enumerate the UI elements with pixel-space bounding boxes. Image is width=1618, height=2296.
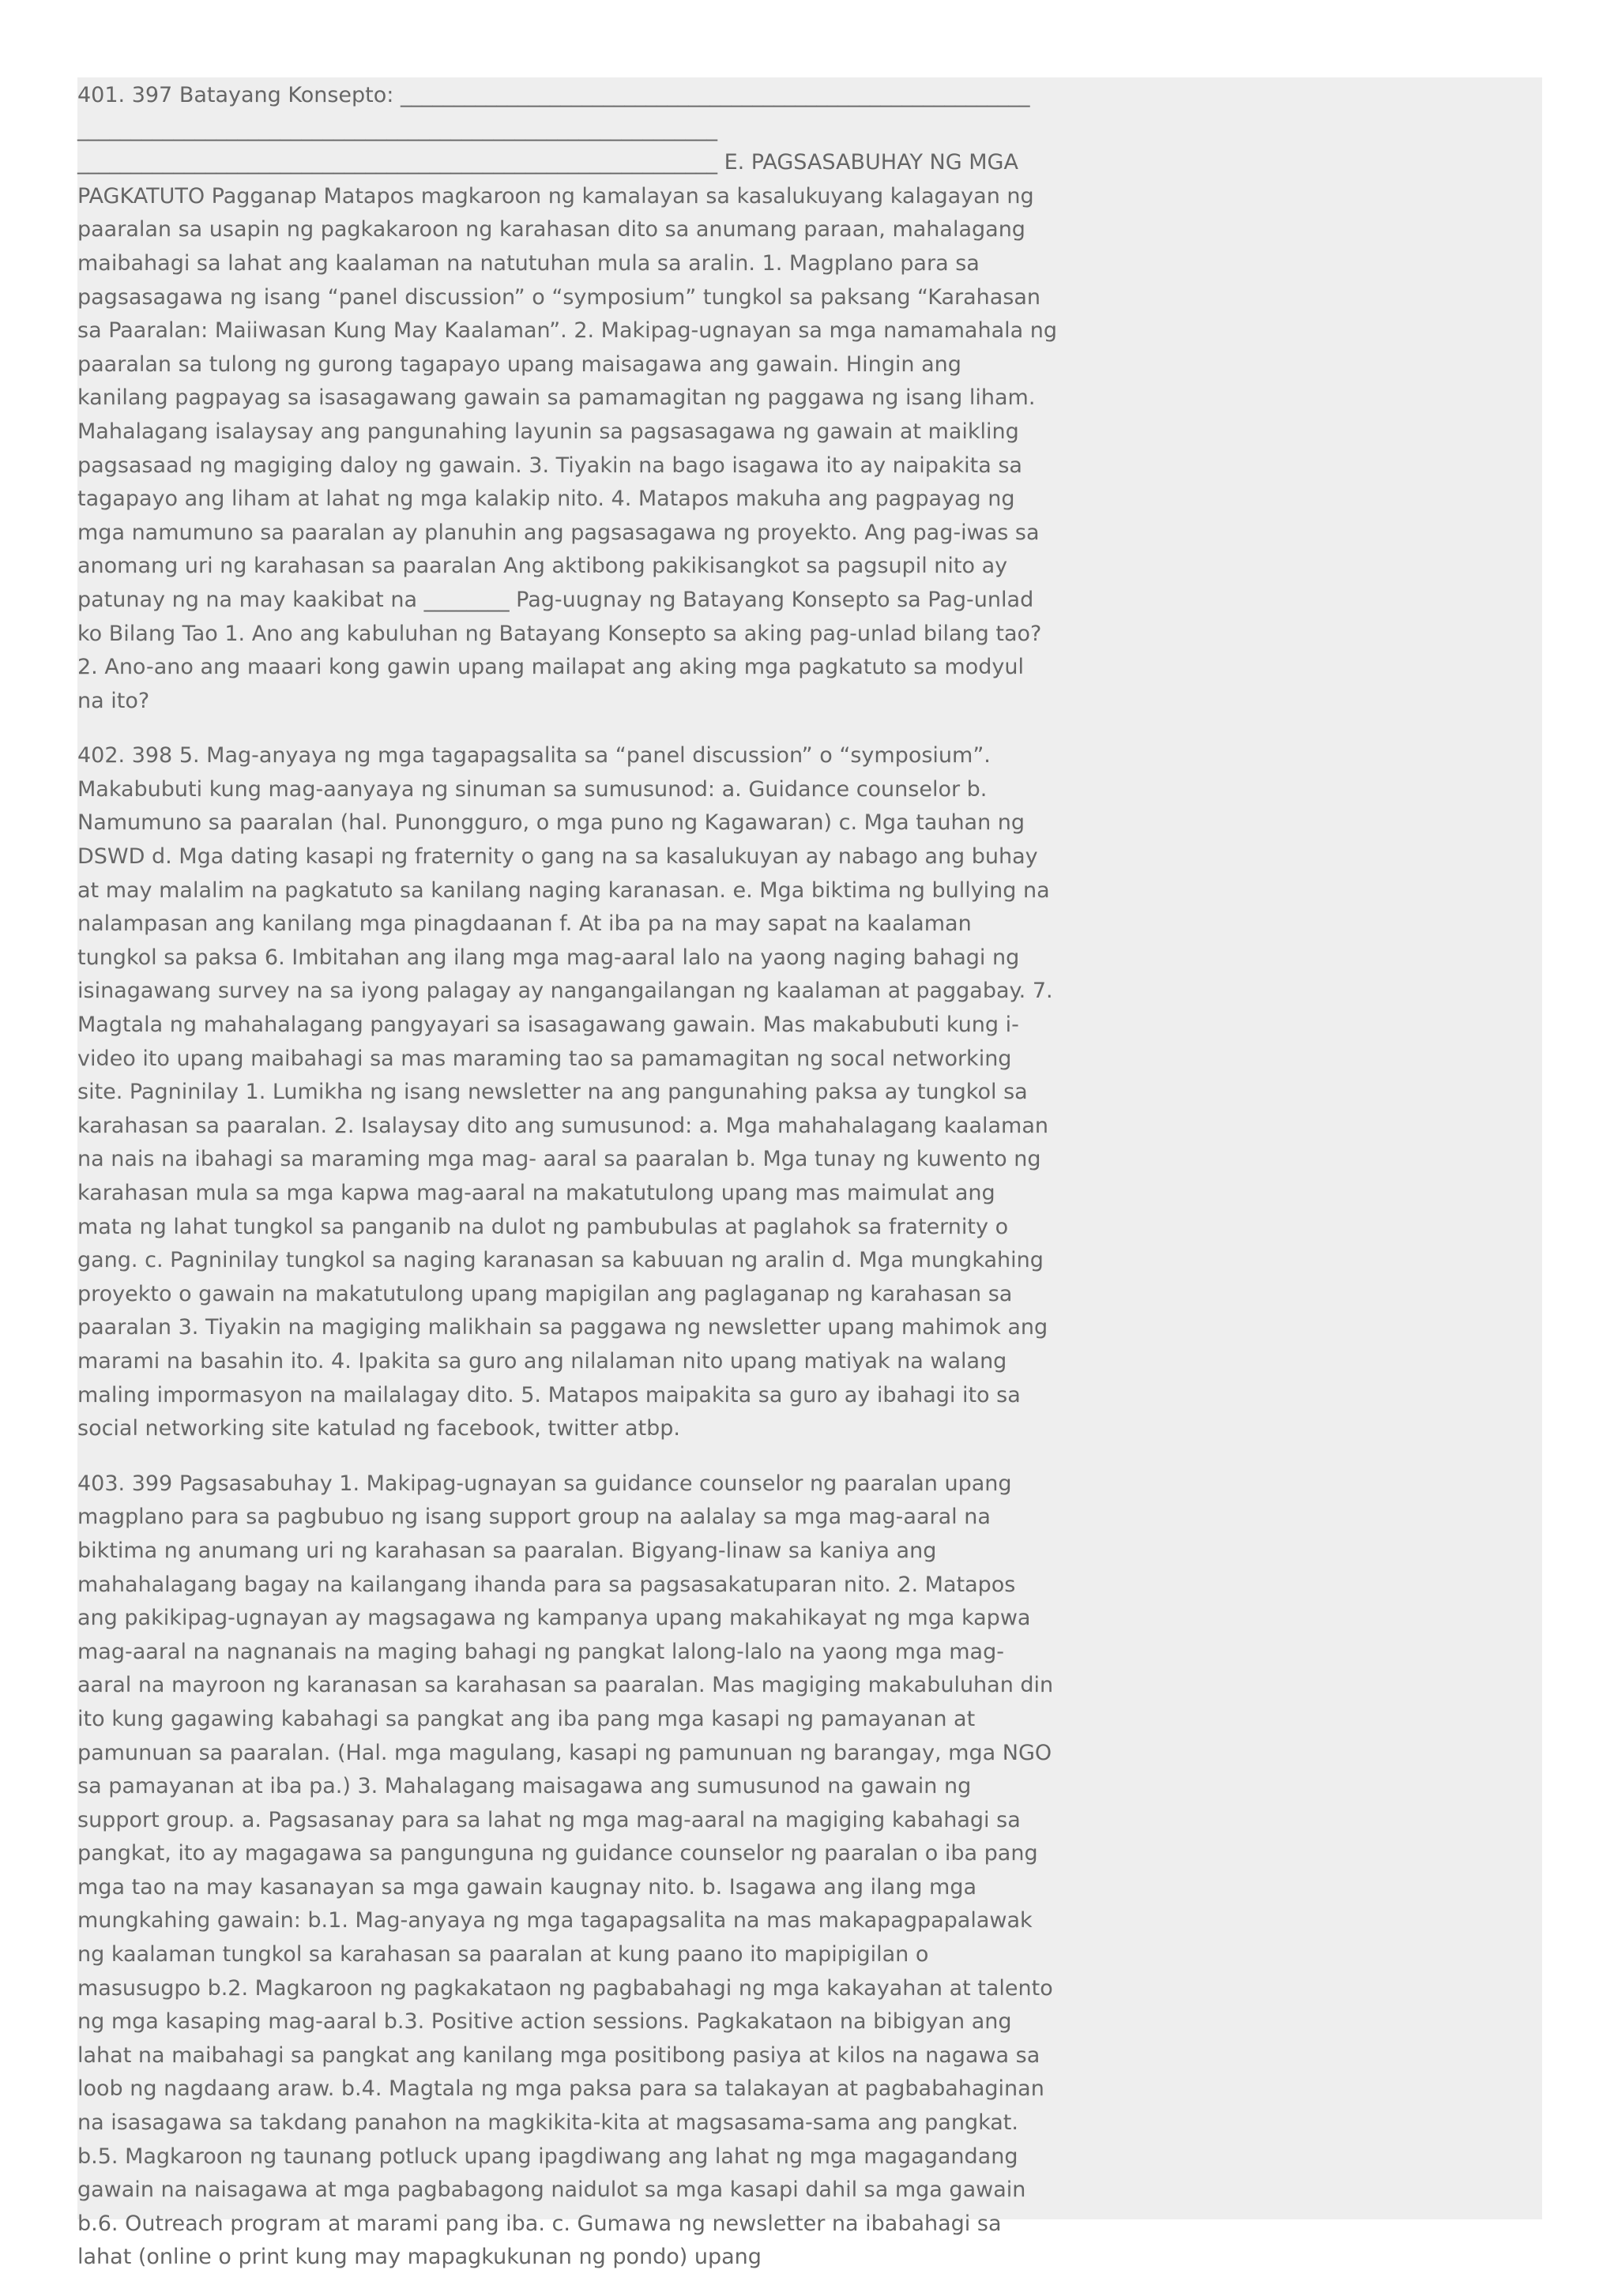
paragraph-403: 403. 399 Pagsasabuhay 1. Makipag-ugnayan sa guidance counselor ng paaralan upang magplano para sa pagbubuo ng isang support group na aalalay sa mga mag-aaral na biktima ng anumang uri ng karahasan sa paaralan. Bigyang-linaw sa kaniya ang mahahalagang bagay na kailangang ihanda para sa pagsasakatuparan nito. 2. Matapos ang pakikipag-ugnayan ay magsagawa ng kampanya upang makahikayat ng mga kapwa mag-aaral na nagnanais na maging bahagi ng pangkat lalong-lalo na yaong mga mag-aaral na mayroon ng karanasan sa karahasan sa paaralan. Mas magiging makabuluhan din ito kung gagawing kabahagi sa pangkat ang iba pang mga kasapi ng pamayanan at pamunuan sa paaralan. (Hal. mga magulang, kasapi ng pamunuan ng barangay, mga NGO sa pamayanan at iba pa.) 3. Mahalagang maisagawa ang sumusunod na gawain ng support group. a. Pagsasanay para sa lahat ng mga mag-aaral na magiging kabahagi sa pangkat, ito ay magagawa sa pangunguna ng guidance counselor ng paaralan o iba pang mga tao na may kasanayan sa mga gawain kaugnay nito. b. Isagawa ang ilang mga mungkahing gawain: b.1. Mag-anyaya ng mga tagapagsalita na mas makapagpapalawak ng kaalaman tungkol sa karahasan sa paaralan at kung paano ito mapipigilan o masusugpo b.2. Magkaroon ng pagkakataon ng pagbabahagi ng mga kakayahan at talento ng mga kasaping mag-aaral b.3. Positive action sessions. Pagkakataon na bibigyan ang lahat na maibahagi sa pangkat ang kanilang mga positibong pasiya at kilos na nagawa sa loob ng nagdaang araw. b.4. Magtala ng mga paksa para sa talakayan at pagbabahaginan na isasagawa sa takdang panahon na magkikita-kita at magsasama-sama ang pangkat. b.5. Magkaroon ng taunang potluck upang ipagdiwang ang lahat ng mga magagandang gawain na naisagawa at mga pagbabagong naidulot sa mga kasapi dahil sa mga gawain b.6. Outreach program at marami pang iba. c. Gumawa ng newsletter na ibabahagi sa lahat (online o print kung may mapagkukunan ng pondo) upang (77, 1471, 1054, 2270)
document-body (77, 79, 1057, 2296)
paragraph-401: 401. 397 Batayang Konsepto: ___________________________________________________________ ____________________________________________________________ ____________________________________________________________ E. PAGSASABUHAY NG MGA PAGKATUTO Pagganap Matapos magkaroon ng kamalayan sa kasalukuyang kalagayan ng paaralan sa usapin ng pagkakaroon ng karahasan dito sa anumang paraan, mahalagang maibahagi sa lahat ang kaalaman na natutuhan mula sa aralin. 1. Magplano para sa pagsasagawa ng isang “panel discussion” o “symposium” tungkol sa paksang “Karahasan sa Paaralan: Maiiwasan Kung May Kaalaman”. 2. Makipag-ugnayan sa mga namamahala ng paaralan sa tulong ng gurong tagapayo upang maisagawa ang gawain. Hingin ang kanilang pagpayag sa isasagawang gawain sa pamamagitan ng paggawa ng isang liham. Mahalagang isalaysay ang pangunahing layunin sa pagsasagawa ng gawain at maikling pagsasaad ng magiging daloy ng gawain. 3. Tiyakin na bago isagawa ito ay naipakita sa tagapayo ang liham at lahat ng mga kalakip nito. 4. Matapos makuha ang pagpayag ng mga namumuno sa paaralan ay planuhin ang pagsasagawa ng proyekto. Ang pag-iwas sa anomang uri ng karahasan sa paaralan Ang aktibong pakikisangkot sa pagsupil nito ay patunay ng na may kaakibat na ________ Pag-uugnay ng Batayang Konsepto sa Pag-unlad ko Bilang Tao 1. Ano ang kabuluhan ng Batayang Konsepto sa aking pag-unlad bilang tao? 2. Ano-ano ang maaari kong gawin upang mailapat ang aking mga pagkatuto sa modyul na ito? (77, 83, 1057, 713)
paragraph-402: 402. 398 5. Mag-anyaya ng mga tagapagsalita sa “panel discussion” o “symposium”. Makabubuti kung mag-aanyaya ng sinuman sa sumusunod: a. Guidance counselor b. Namumuno sa paaralan (hal. Punongguro, o mga puno ng Kagawaran) c. Mga tauhan ng DSWD d. Mga dating kasapi ng fraternity o gang na sa kasalukuyan ay nabago ang buhay at may malalim na pagkatuto sa kanilang naging karanasan. e. Mga biktima ng bullying na nalampasan ang kanilang mga pinagdaanan f. At iba pa na may sapat na kaalaman tungkol sa paksa 6. Imbitahan ang ilang mga mag-aaral lalo na yaong naging bahagi ng isinagawang survey na sa iyong palagay ay nangangailangan ng kaalaman at paggabay. 7. Magtala ng mahahalagang pangyayari sa isasagawang gawain. Mas makabubuti kung i-video ito upang maibahagi sa mas maraming tao sa pamamagitan ng socal networking site. Pagninilay 1. Lumikha ng isang newsletter na ang pangunahing paksa ay tungkol sa karahasan sa paaralan. 2. Isalaysay dito ang sumusunod: a. Mga mahahalagang kaalaman na nais na ibahagi sa maraming mga mag- aaral sa paaralan b. Mga tunay ng kuwento ng karahasan mula sa mga kapwa mag-aaral na makatutulong upang mas maimulat ang mata ng lahat tungkol sa panganib na dulot ng pambubulas at paglahok sa fraternity o gang. c. Pagninilay tungkol sa naging karanasan sa kabuuan ng aralin d. Mga mungkahing proyekto o gawain na makatutulong upang mapigilan ang paglaganap ng karahasan sa paaralan 3. Tiyakin na magiging malikhain sa paggawa ng newsletter upang mahimok ang marami na basahin ito. 4. Ipakita sa guro ang nilalaman nito upang matiyak na walang maling impormasyon na mailalagay dito. 5. Matapos maipakita sa guro ay ibahagi ito sa social networking site katulad ng facebook, twitter atbp. (77, 743, 1053, 1441)
